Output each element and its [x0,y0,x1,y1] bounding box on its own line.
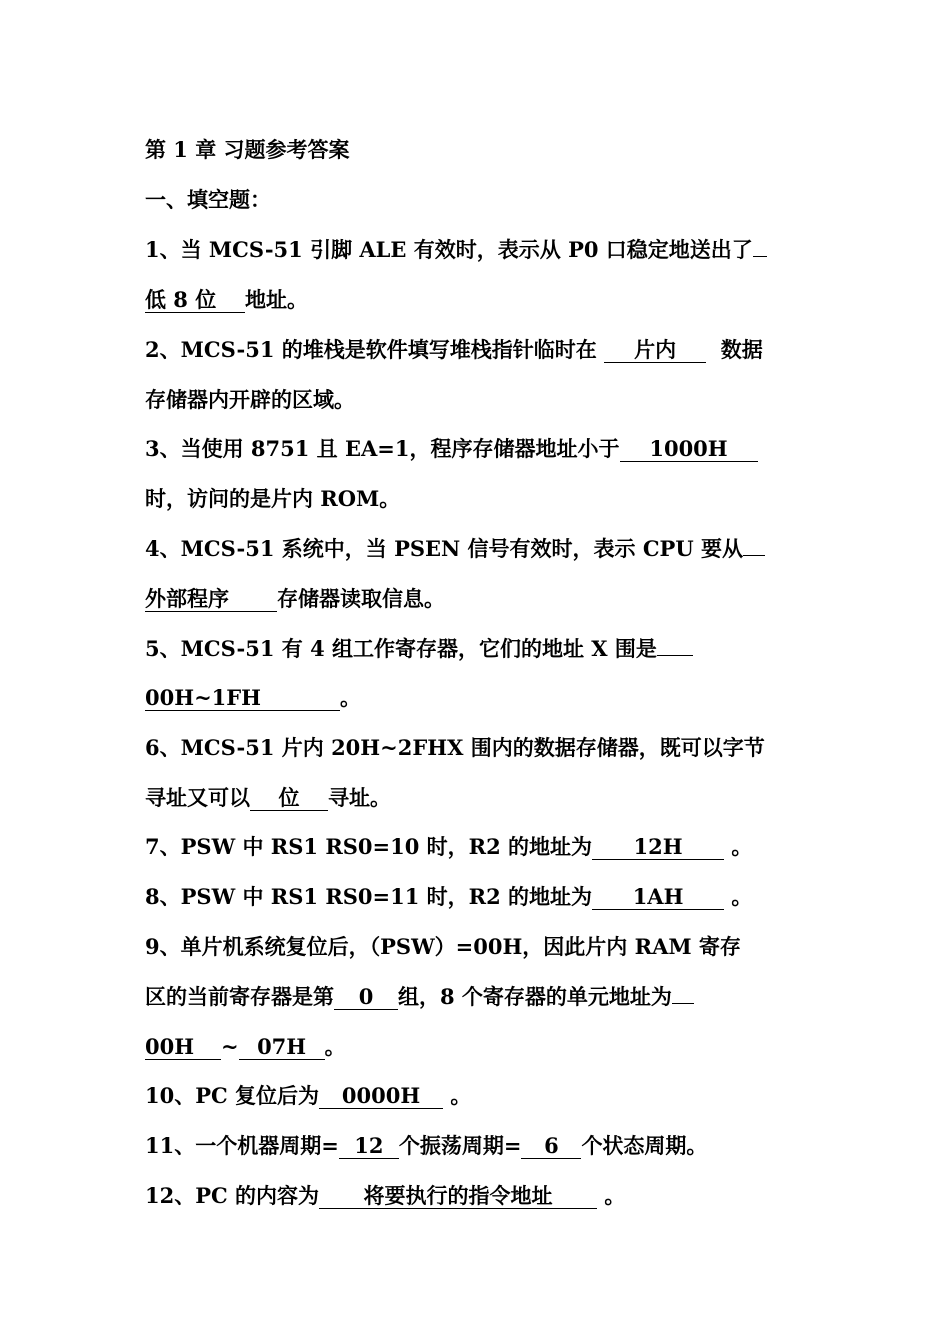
question-3-line-1: 3、当使用 8751 且 EA=1，程序存储器地址小于 1000H [145,434,758,464]
question-8: 8、PSW 中 RS1 RS0=11 时，R2 的地址为 1AH 。 [145,884,753,909]
question-11: 11、一个机器周期= 12 个振荡周期= 6 个状态周期。 [145,1133,708,1158]
answer-blank-lead [753,256,767,257]
question-1-line-2: 低 8 位 地址。 [145,287,308,312]
question-4-line-2: 外部程序 存储器读取信息。 [145,586,445,611]
answer-blank: 00H~1FH [145,686,340,711]
answer-blank: 00H [145,1035,221,1060]
question-5-line-2: 00H~1FH 。 [145,685,361,710]
answer-blank: 将要执行的指令地址 [319,1184,597,1209]
question-9-line-1: 9、单片机系统复位后，（PSW）=00H，因此片内 RAM 寄存 [145,934,741,959]
chapter-title: 第 1 章 习题参考答案 [145,137,350,162]
answer-blank: 12 [339,1134,399,1159]
question-4-line-1: 4、MCS-51 系统中，当 PSEN 信号有效时，表示 CPU 要从 [145,534,765,564]
question-12: 12、PC 的内容为 将要执行的指令地址 。 [145,1183,626,1208]
question-9-line-3: 00H ~ 07H 。 [145,1034,346,1059]
answer-blank: 07H [239,1035,325,1060]
answer-blank-lead [743,555,765,556]
answer-blank: 片内 [604,338,706,363]
answer-blank: 12H [592,835,724,860]
answer-blank-lead [672,1003,694,1004]
answer-blank: 外部程序 [145,587,277,612]
question-3-line-2: 时，访问的是片内 ROM。 [145,486,401,511]
question-2-line-1: 2、MCS-51 的堆栈是软件填写堆栈指针临时在 片内 数据 [145,337,763,362]
answer-blank-lead [657,655,693,656]
question-6-line-1: 6、MCS-51 片内 20H~2FHX 围内的数据存储器，既可以字节 [145,735,765,760]
question-1-line-1: 1、当 MCS-51 引脚 ALE 有效时，表示从 P0 口稳定地送出了 [145,235,767,265]
answer-blank: 1000H [620,437,758,462]
answer-blank: 1AH [592,885,724,910]
question-2-line-2: 存储器内开辟的区域。 [145,387,355,412]
section-heading: 一、填空题： [145,187,271,212]
question-5-line-1: 5、MCS-51 有 4 组工作寄存器，它们的地址 X 围是 [145,634,693,664]
question-7: 7、PSW 中 RS1 RS0=10 时，R2 的地址为 12H 。 [145,834,753,859]
answer-blank: 低 8 位 [145,288,245,313]
answer-blank: 位 [250,786,328,811]
answer-blank: 0 [334,985,398,1010]
question-10: 10、PC 复位后为 0000H 。 [145,1083,472,1108]
answer-blank: 6 [521,1134,581,1159]
question-9-line-2: 区的当前寄存器是第 0 组，8 个寄存器的单元地址为 [145,982,694,1012]
question-6-line-2: 寻址又可以 位 寻址。 [145,785,391,810]
answer-blank: 0000H [319,1084,443,1109]
